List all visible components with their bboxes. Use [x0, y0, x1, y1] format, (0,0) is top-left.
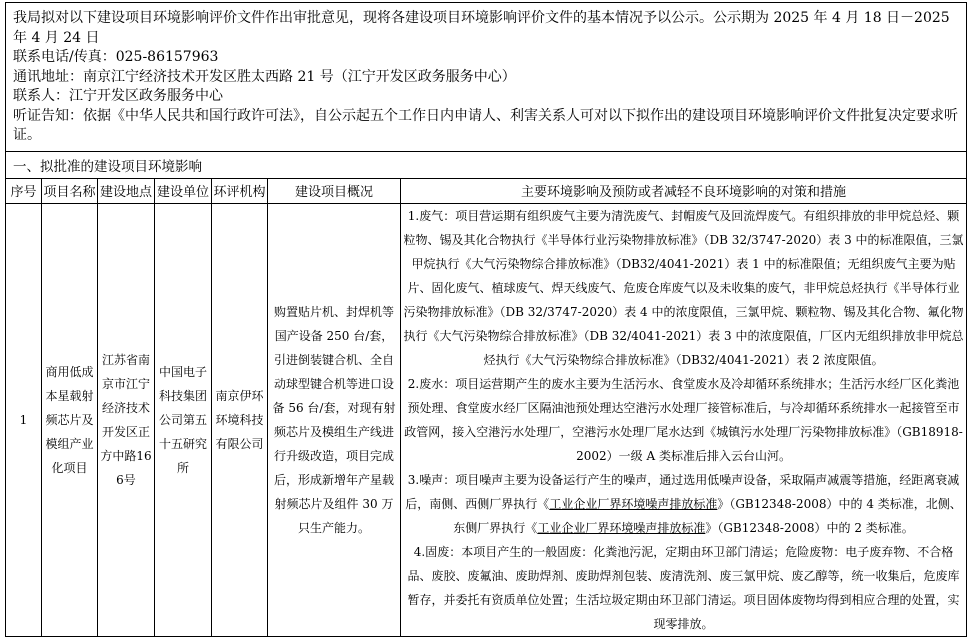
section-title: 一、拟批准的建设项目环境影响 — [6, 151, 967, 178]
underlined-standard-name: 工业企业厂界环境噪声排放标准 — [549, 496, 718, 511]
table-header-row — [6, 178, 967, 203]
cell-location: 江苏省南京市江宁经济技术开发区正方中路166号 — [98, 203, 155, 636]
intro-line-address: 通讯地址：南京江宁经济技术开发区胜太西路 21 号（江宁开发区政务服务中心） — [13, 68, 516, 85]
cell-construction-unit: 中国电子科技集团公司第五十五研究所 — [155, 203, 212, 636]
col-header-project-name: 项目名称 — [42, 178, 98, 203]
cell-project-overview: 购置贴片机、封焊机等国产设备 250 台/套，引进倒装键合机、全自动球型键合机等进口设备 56 台/套，对现有射频芯片及模组生产线进行升级改造，项目完成后，形成新增年产星载射频芯片及组件 30 万只生产能力。 — [268, 203, 401, 636]
col-header-location: 建设地点 — [98, 178, 155, 203]
intro-line-phone-fax: 联系电话/传真：025-86157963 — [13, 49, 219, 65]
intro-line-publicity-period: 我局拟对以下建设项目环境影响评价文件作出审批意见，现将各建设项目环境影响评价文件的基本情况予以公示。公示期为 2025 年 4 月 18 日－2025 年 4 月 24 日 — [13, 10, 950, 46]
table-row — [6, 203, 967, 636]
announcement-table — [5, 2, 967, 637]
cell-seq: 1 — [6, 203, 42, 636]
measures-noise: 3.噪声：项目噪声主要为设备运行产生的噪声，通过选用低噪声设备，采取隔声减震等措施，经距离衰减后，南侧、西侧厂界执行《工业企业厂界环境噪声排放标准》（GB12348-2008）中的 4 类标准，北侧、东侧厂界执行《工业企业厂界环境噪声排放标准》（GB12348-2008）中的 2 类标准。 — [405, 472, 962, 535]
measures-waste-water: 2.废水：项目运营期产生的废水主要为生活污水、食堂废水及冷却循环系统排水；生活污水经厂区化粪池预处理、食堂废水经厂区隔油池预处理达空港污水处理厂接管标准后，与冷却循环系统排水一起接管至市政管网，接入空港污水处理厂，空港污水处理厂尾水达到《城镇污水处理厂污染物排放标准》（GB18918-2002）一级 A 类标准后排入云台山河。 — [404, 376, 963, 463]
eia-approval-announcement — [5, 2, 966, 637]
col-header-eia-agency: 环评机构 — [212, 178, 268, 203]
measures-solid-waste: 4.固废：本项目产生的一般固废：化粪池污泥，定期由环卫部门清运；危险废物：电子废弃物、不合格品、废胶、废氟油、废助焊剂、废助焊剂包装、废清洗剂、废三氯甲烷、废乙醇等，统一收集后，危废库暂存，并委托有资质单位处置；生活垃圾定期由环卫部门清运。项目固体废物均得到相应合理的处置，实现零排放。 — [407, 544, 960, 631]
cell-measures — [401, 203, 967, 636]
intro-line-contact-person: 联系人：江宁开发区政务服务中心 — [13, 88, 223, 104]
col-header-project-overview: 建设项目概况 — [268, 178, 401, 203]
col-header-construction-unit: 建设单位 — [155, 178, 212, 203]
underlined-standard-name: 工业企业厂界环境噪声排放标准 — [537, 520, 706, 535]
intro-line-hearing-notice: 听证告知：依据《中华人民共和国行政许可法》，自公示起五个工作日内申请人、利害关系人可对以下拟作出的建设项目环境影响评价文件批复决定要求听证。 — [13, 107, 958, 143]
intro-block — [6, 3, 967, 152]
cell-eia-agency: 南京伊环环境科技有限公司 — [212, 203, 268, 636]
measures-waste-gas: 1.废气：项目营运期有组织废气主要为清洗废气、封帽废气及回流焊废气。有组织排放的非甲烷总烃、颗粒物、锡及其化合物执行《半导体行业污染物排放标准》（DB 32/3747-2020）表 3 中的标准限值，三氯甲烷执行《大气污染物综合排放标准》（DB32/4041-2021）表 1 中的标准限值；无组织废气主要为贴片、固化废气、植球废气、焊天线废气、危废仓库废气以及未收集的废气，非甲烷总烃执行《半导体行业污染物排放标准》（DB 32/3747-2020）表 4 中的浓度限值，三氯甲烷、颗粒物、锡及其化合物、氟化物执行《大气污染物综合排放标准》（DB 32/4041-2021）表 3 中的浓度限值，厂区内无组织排放非甲烷总烃执行《大气污染物综合排放标准》（DB32/4041-2021）表 2 浓度限值。 — [403, 208, 964, 367]
col-header-seq: 序号 — [6, 178, 42, 203]
cell-project-name: 商用低成本星载射频芯片及模组产业化项目 — [42, 203, 98, 636]
intro-row — [6, 3, 967, 152]
col-header-measures: 主要环境影响及预防或者减轻不良环境影响的对策和措施 — [401, 178, 967, 203]
section-title-row — [6, 151, 967, 178]
